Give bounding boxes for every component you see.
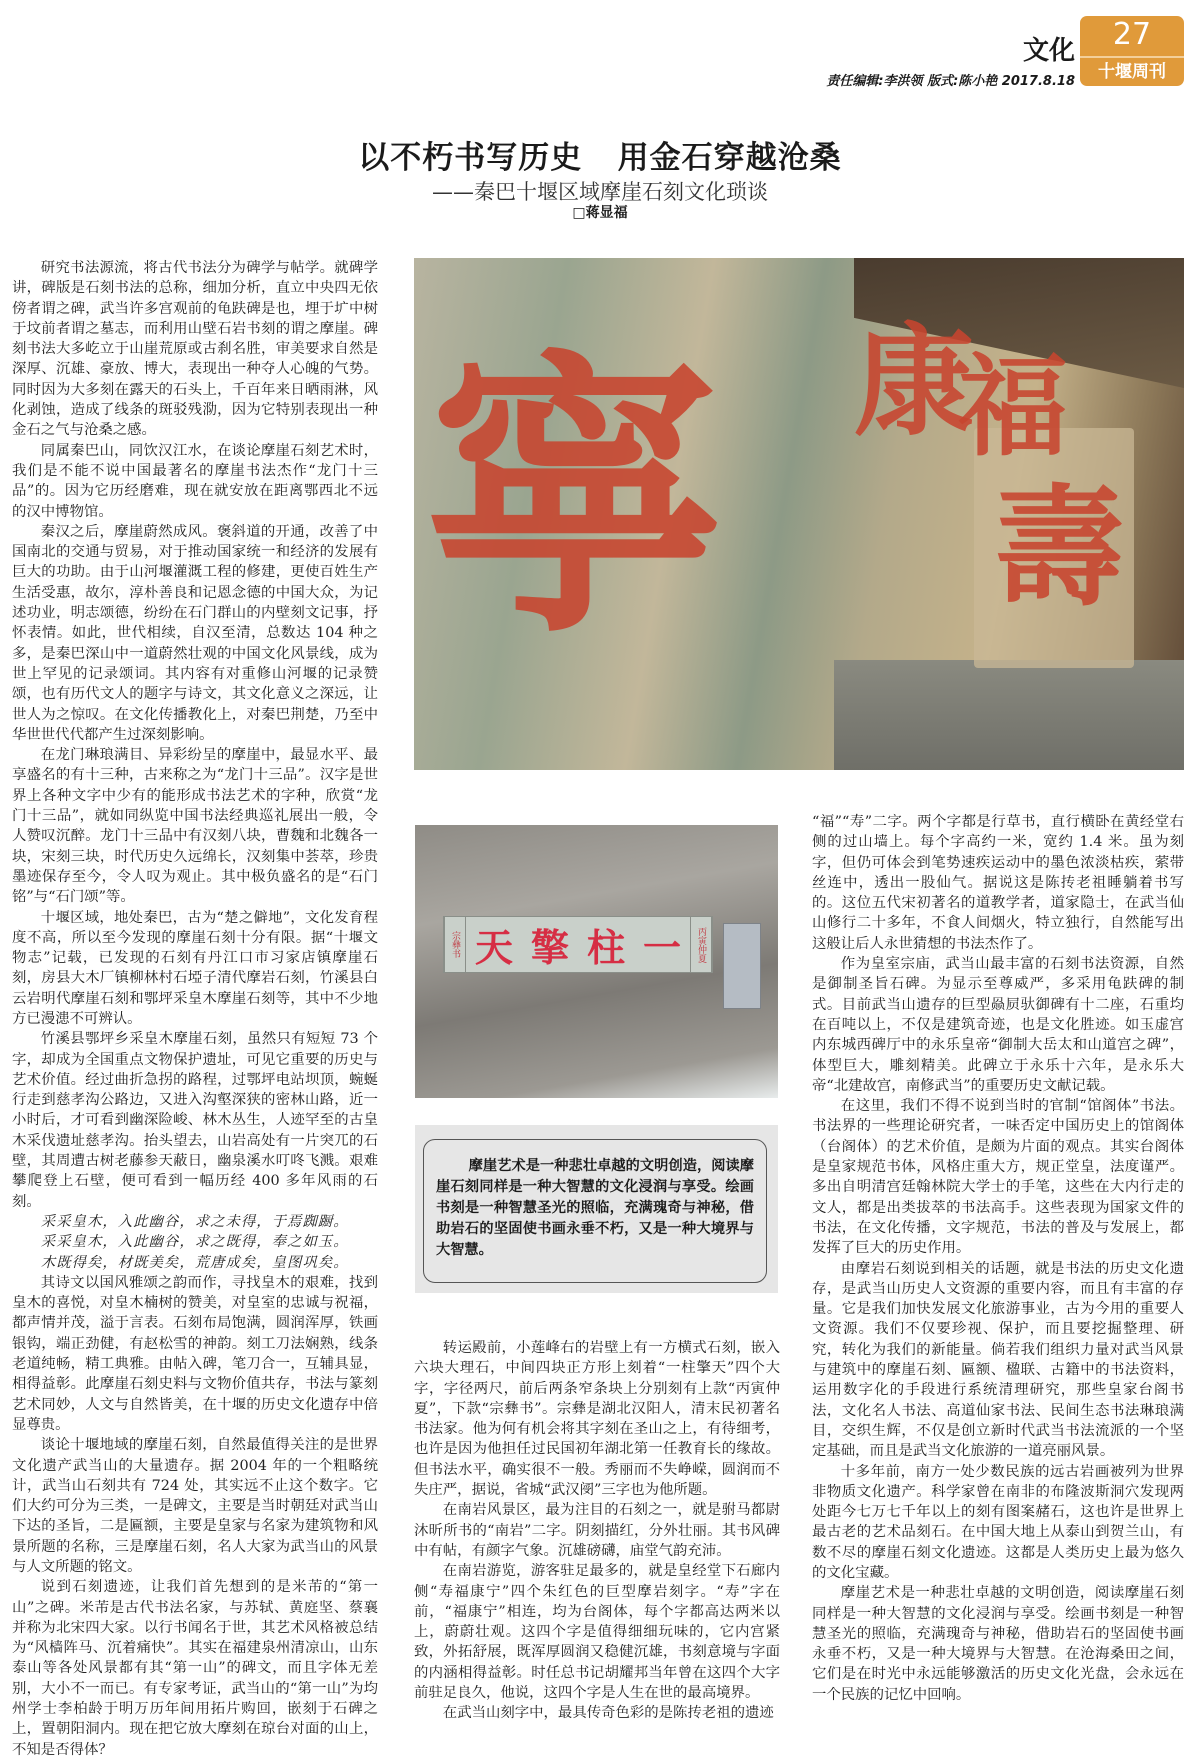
yizhuqingtian-photo: [415, 825, 778, 1098]
page-badge: [1080, 16, 1184, 86]
plaque-signature: 宗彝书: [444, 917, 466, 972]
paragraph: 十堰区域，地处秦巴，古为“楚之僻地”，文化发育程度不高，所以至今发现的摩崖石刻十分有限。据“十堰文物志”记载，已发现的石刻有丹江口市习家店镇摩崖石刻，房县大木厂镇柳林村石埡子清代摩岩石刻，竹溪县白云岩明代摩崖石刻和鄂坪采皇木摩崖石刻等，其中不少地方已漫漶不可辨认。: [12, 909, 378, 1027]
plaque-char: 天: [474, 925, 513, 970]
carved-char: 壽: [994, 471, 1125, 624]
publication-name: 十堰周刊: [1098, 62, 1166, 82]
editor-meta: 责任编辑:李洪领 版式:陈小艳 2017.8.18: [826, 74, 1075, 89]
middle-column: [414, 1338, 780, 1724]
paragraph: “福”“寿”二字。两个字都是行草书，直行横卧在黄经堂右侧的过山墙上。每个字高约一米，宽约 1.4 米。虽为刻字，但仍可体会到笔势速疾运动中的墨色浓淡枯疾，萦带丝连中，透出一股仙气。据说这是陈抟老祖睡躺着书写的。这位五代宋初著名的道教学者，道家隐士，在武当仙山修行二十多年，不食人间烟火，特立独行，自然能写出这般让后人永世猜想的书法杰作了。: [812, 814, 1184, 952]
carved-plaque: [443, 916, 713, 973]
paragraph: 在这里，我们不得不说到当时的官制“馆阁体”书法。书法界的一些理论研究者，一味否定中国历史上的馆阁体（台阁体）的艺术价值，是颇为片面的观点。其实台阁体是皇家规范书体，风格庄重大方，规正堂皇，法度谨严。多出自明清宫廷翰林院大学士的手笔，这些在大内行走的文人，都是出类拔萃的书法高手。这些表现为国家文件的书法，在文化传播，文字规范，书法的普及与发展上，都发挥了巨大的历史作用。: [812, 1098, 1184, 1257]
plaque-char: 柱: [586, 925, 625, 970]
photo-stone-floor: [834, 660, 1184, 770]
paragraph: 在武当山刻字中，最具传奇色彩的是陈抟老祖的遗迹: [442, 1705, 774, 1722]
paragraph: 在南岩游览，游客驻足最多的，就是皇经堂下石廊内侧“寿福康宁”四个朱红色的巨型摩岩刻字。“寿”字在前，“福康宁”相连，均为台阁体，每个字都高达两米以上，蔚蔚壮观。这四个字是值得细细玩味的，它内宫紧致，外拓舒展，既浑厚圆润又稳健沉雄，书刻意境与字面的内涵相得益彰。时任总书记胡耀邦当年曾在这四个大字前驻足良久，他说，这四个字是人生在世的最高境界。: [414, 1563, 780, 1702]
plaque-date: 丙寅仲夏: [690, 917, 712, 972]
paragraph: 竹溪县鄂坪乡采皇木摩崖石刻，虽然只有短短 73 个字，却成为全国重点文物保护遗址，可见它重要的历史与艺术价值。经过曲折急拐的路程，过鄂坪电站坝顶，蜿蜒行走到慈孝沟公路边，又进入沟壑深狭的密林山路，近一小时后，才可看到幽深险峻、林木丛生，人迹罕至的古皇木采伐遗址慈孝沟。抬头望去，山岩高处有一片突兀的石壁，其周遭古树老藤参天蔽日，幽泉溪水叮咚飞溅。艰难攀爬登上石壁，便可看到一幅历经 400 多年风雨的石刻。: [12, 1031, 378, 1210]
carved-char: 康: [834, 318, 975, 438]
paragraph: 谈论十堰地域的摩崖石刻，自然最值得关注的是世界文化遗产武当山的大量遗存。据 2004 年的一个粗略统计，武当山石刻共有 724 处，其实远不止这个数字。它们大约可分为三类，一是碑文，主要是当时朝廷对武当山下达的圣旨，二是匾额，主要是皇家与名家为建筑物和风景所题的名称，三是摩崖石刻，名人大家为武当山的风景与人文所题的铭文。: [12, 1437, 378, 1575]
page-number: 27: [1080, 16, 1184, 58]
paragraph: 同属秦巴山，同饮汉江水，在谈论摩崖石刻艺术时，我们是不能不说中国最著名的摩崖书法杰作“龙门十三品”的。因为它历经磨难，现在就安放在距离鄂西北不远的汉中博物馆。: [12, 442, 378, 520]
carved-char: 福: [940, 348, 1069, 458]
paragraph: 说到石刻遗迹，让我们首先想到的是米芾的“第一山”之碑。米芾是古代书法名家，与苏轼、黄庭坚、蔡襄并称为北宋四大家。以行书闻名于世，其艺术风格被总结为“风樯阵马、沉着痛快”。其实在福建泉州清凉山，山东泰山等各处风景都有其“第一山”的碑文，而且字体无差别，大小不一而已。有专家考证，武当山的“第一山”为均州学士李柏龄于明万历年间用拓片购回，嵌刻于石碑之上，置朝阳洞内。现在把它放大摩刻在琼台对面的山上，不知是否得体？: [12, 1579, 378, 1758]
paragraph: 秦汉之后，摩崖蔚然成风。褒斜道的开通，改善了中国南北的交通与贸易，对于推动国家统一和经济的发展有巨大的功助。由于山河堰灌溉工程的修建，更使百姓生产生活受惠，故尔，淳朴善良和记恩念德的中国大众，为记述功业，明志颂德，纷纷在石门群山的内壁刻文记事，抒怀表情。如此，世代相续，自汉至清，总数达 104 种之多，是秦巴深山中一道蔚然壮观的中国文化风景线，成为世上罕见的记录颂词。其内容有对重修山河堰的记录赞颂，也有历代文人的题字与诗文，其文化意义之深远，让世人为之惊叹。在文化传播教化上，对秦巴荆楚，乃至中华世世代代都产生过深刻影响。: [12, 523, 378, 743]
article-author: □蒋显福: [572, 205, 628, 221]
paragraph: 由摩岩石刻说到相关的话题，就是书法的历史文化遗存，是武当山历史人文资源的重要内容，而且有丰富的存量。它是我们加快发展文化旅游事业，古为今用的重要人文资源。我们不仅要珍视、保护，而且要挖掘整理、研究，转化为我们的新能量。倘若我们组织力量对武当风景与建筑中的摩崖石刻、匾额、楹联、古籍中的书法资料，运用数字化的手段进行系统清理研究，那些皇家台阁书法，文化名人书法、高道仙家书法、民间生态书法琳琅满目，交织生辉，不仅是创立新时代武当书法流派的一个坚定基础，而且是武当文化旅游的一道亮丽风景。: [812, 1260, 1184, 1460]
paragraph: 在南岩风景区，最为注目的石刻之一，就是驸马都尉沐昕所书的“南岩”二字。阴刻描红，分外壮丽。其书风碑中有帖，有颜字气象。沉雄磅礴，庙堂气韵充沛。: [414, 1502, 780, 1559]
paragraph: 研究书法源流，将古代书法分为碑学与帖学。就碑学讲，碑版是石刻书法的总称，细加分析，直立中央四无依傍者谓之碑，武当许多宫观前的龟趺碑是也，埋于圹中树于坟前者谓之墓志，而利用山壁石岩书刻的谓之摩崖。碑刻书法大多屹立于山崖荒原或古刹名胜，审美要求自然是深厚、沉雄、豪放、博大，表现出一种夺人心魄的气势。同时因为大多刻在露天的石头上，千百年来日晒雨淋，风化剥蚀，造成了线条的斑驳残泐，因为它特别表现出一种金石之气与沧桑之感。: [12, 260, 378, 439]
paragraph: 作为皇室宗庙，武当山最丰富的石刻书法资源，自然是御制圣旨石碑。为显示至尊威严，多采用龟趺碑的制式。目前武当山遗存的巨型赑屃驮御碑有十二座，石重均在百吨以上，不仅是建筑奇迹，也是文化胜迹。如玉虚宫内东城西碑厅中的永乐皇帝“御制大岳太和山道宫之碑”，体型巨大，雕刻精美。此碑立于永乐十六年，是永乐大帝“北建故宫，南修武当”的重要历史文献记载。: [812, 956, 1184, 1094]
paragraph: 其诗文以国风雅颂之韵而作，寻找皇木的艰难，找到皇木的喜悦，对皇木楠树的赞美，对皇室的忠诚与祝福，都声情并茂，溢于言表。石刻布局饱满，圆润浑厚，铁画银钩，端正劲健，有赵松雪的神韵。刻工刀法娴熟，线条老道纯畅，精工典雅。由帖入碑，笔刀合一，互辅具显，相得益彰。此摩崖石刻史料与文物价值共存，书法与篆刻艺术同妙，人文与自然皆美，在十堰的历史文化遗存中倍显尊贵。: [12, 1274, 378, 1433]
pull-quote-text: 摩崖艺术是一种悲壮卓越的文明创造，阅读摩崖石刻同样是一种大智慧的文化浸润与享受。绘画书刻是一种智慧圣光的照临，充满瑰奇与神秘，借助岩石的坚固使书画永垂不朽，又是一种大境界与大智慧。: [436, 1158, 754, 1258]
small-stele: [723, 923, 761, 1009]
plaque-char: 一: [642, 925, 681, 970]
cliff-carving-photo: [414, 258, 1184, 770]
poem-line: 采采皇木，入此幽谷，求之既得，奉之如玉。: [40, 1234, 349, 1251]
section-title: 文化: [1022, 36, 1075, 66]
left-column: [12, 258, 378, 1760]
carved-char: 寧: [424, 321, 724, 674]
article-subtitle: ——秦巴十堰区域摩崖石刻文化琐谈: [432, 180, 768, 204]
paragraph: 摩崖艺术是一种悲壮卓越的文明创造，阅读摩崖石刻同样是一种大智慧的文化浸润与享受。绘画书刻是一种智慧圣光的照临，充满瑰奇与神秘，借助岩石的坚固使书画永垂不朽，又是一种大境界与大智慧。在沧海桑田之间，它们是在时光中永远能够激活的历史文化光盘，会永远在一个民族的记忆中回响。: [812, 1585, 1184, 1703]
paragraph: 在龙门琳琅满目、异彩纷呈的摩崖中，最显水平、最享盛名的有十三种，古来称之为“龙门十三品”。汉字是世界上各种文字中少有的能形成书法艺术的字种，欣赏“龙门十三品”，就如同纵览中国书法经典巡礼展出一般，令人赞叹沉醉。龙门十三品中有汉刻八块，曹魏和北魏各一块，宋刻三块，时代历史久远绵长，汉刻集中荟萃，珍贵墨迹保存至今，令人叹为观止。其中极负盛名的是“石门铭”与“石门颂”等。: [12, 747, 378, 906]
paragraph: 十多年前，南方一处少数民族的远古岩画被列为世界非物质文化遗产。科学家曾在南非的布隆波斯洞穴发现两处距今七万七千年以上的刻有图案赭石，这也许是世界上最古老的艺术品刻石。在中国大地上从泰山到贺兰山，有数不尽的摩崖石刻文化遗迹。这都是人类历史上最为悠久的文化宝藏。: [812, 1463, 1184, 1581]
article-title: 以不朽书写历史 用金石穿越沧桑: [358, 140, 842, 176]
pull-quote: [415, 1125, 778, 1293]
right-column: [812, 812, 1184, 1705]
paragraph: 转运殿前，小莲峰右的岩壁上有一方横式石刻，嵌入六块大理石，中间四块正方形上刻着“一柱擎天”四个大字，字径两尺，前后两条窄条块上分别刻有上款“丙寅仲夏”，下款“宗彝书”。宗彝是湖北汉阳人，清末民初著名书法家。他为何有机会将其字刻在圣山之上，有待细考，也许是因为他担任过民国初年湖北第一任教育长的缘故。但书法水平，确实很不一般。秀丽而不失峥嵘，圆润而不失庄严，据说，省城“武汉阌”三字也为他所题。: [414, 1340, 780, 1499]
poem-line: 木既得矣，材既美矣，荒唐成矣，皇图巩矣。: [40, 1254, 349, 1271]
plaque-char: 擎: [530, 925, 569, 970]
poem-line: 采采皇木，入此幽谷，求之未得，于焉踟蹰。: [40, 1213, 349, 1230]
